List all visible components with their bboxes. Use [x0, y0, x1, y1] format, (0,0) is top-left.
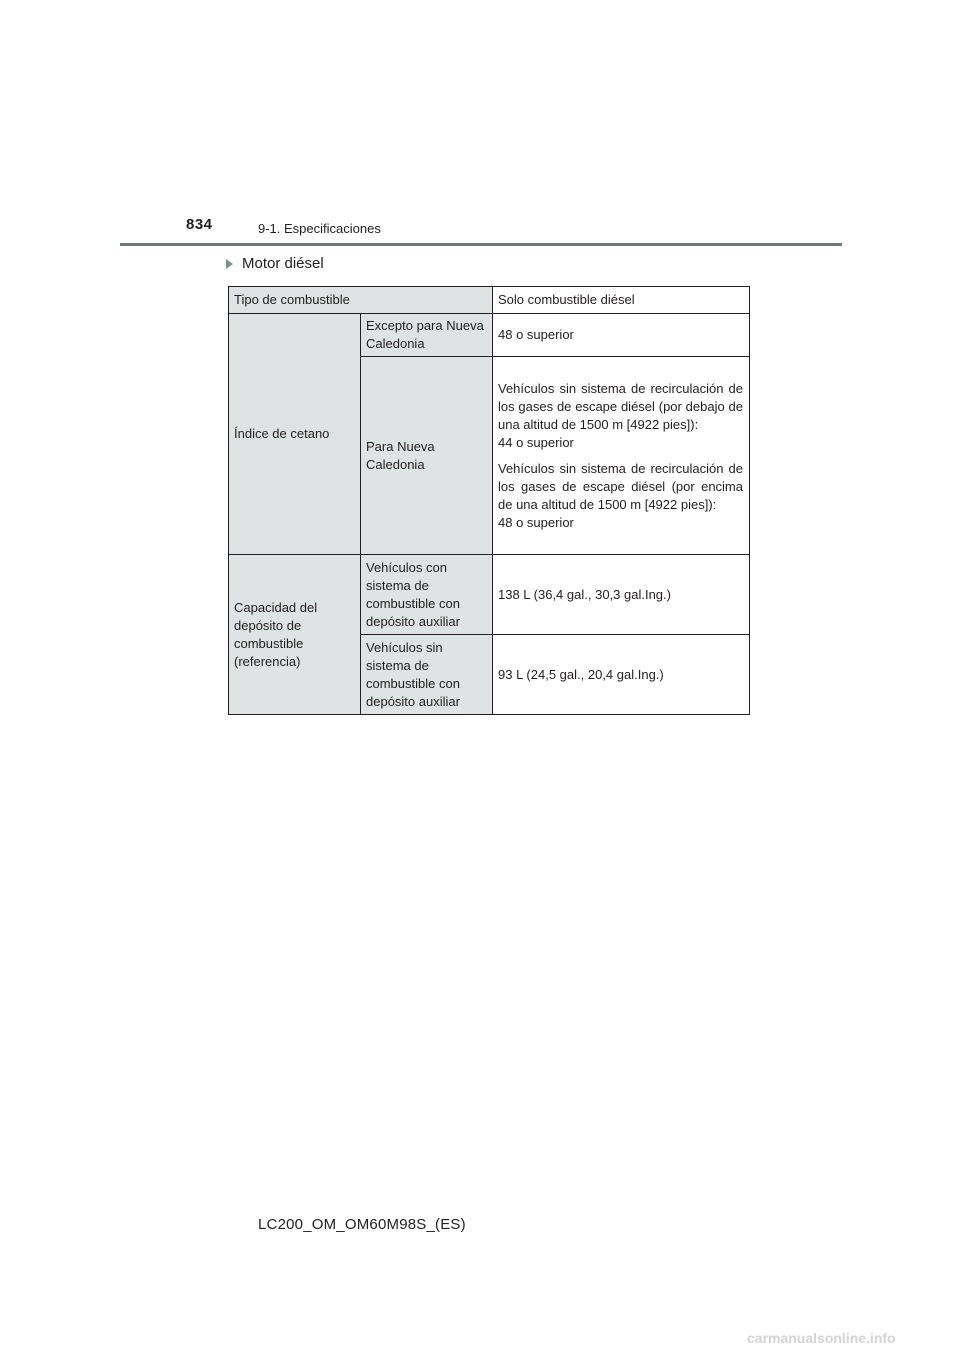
subheading	[226, 255, 324, 272]
subheading-text: Motor diésel	[242, 255, 324, 272]
cetane-except-label: Excepto para Nueva Caledonia	[361, 314, 493, 357]
tank-with-aux-value: 138 L (36,4 gal., 30,3 gal.Ing.)	[493, 555, 750, 635]
cetane-nc-text-1: Vehículos sin sistema de recirculación de los gases de escape diésel (por debajo de una altitud de 1500 m [4922 pies]):	[498, 380, 743, 432]
triangle-bullet-icon	[226, 259, 233, 269]
tank-without-aux-value: 93 L (24,5 gal., 20,4 gal.Ing.)	[493, 635, 750, 715]
table-row	[229, 555, 750, 635]
table-row	[229, 287, 750, 314]
cetane-nc-label: Para Nueva Caledonia	[361, 357, 493, 555]
cetane-except-value: 48 o superior	[493, 314, 750, 357]
cetane-label: Índice de cetano	[229, 314, 361, 555]
page-number: 834	[186, 216, 213, 233]
fuel-type-label: Tipo de combustible	[229, 287, 493, 314]
cetane-nc-result-2: 48 o superior	[498, 514, 574, 530]
watermark: carmanualsonline.info	[747, 1330, 896, 1346]
document-code: LC200_OM_OM60M98S_(ES)	[258, 1216, 466, 1233]
cetane-nc-value	[493, 357, 750, 555]
tank-with-aux-label: Vehículos con sistema de combustible con depósito auxiliar	[361, 555, 493, 635]
header-divider	[120, 243, 842, 246]
tank-capacity-label: Capacidad del depósito de combustible (referencia)	[229, 555, 361, 715]
spec-table	[228, 286, 750, 715]
section-title: 9-1. Especificaciones	[258, 221, 381, 236]
fuel-type-value: Solo combustible diésel	[493, 287, 750, 314]
cetane-nc-text-2: Vehículos sin sistema de recirculación de los gases de escape diésel (por encima de una altitud de 1500 m [4922 pies]):	[498, 460, 743, 512]
tank-without-aux-label: Vehículos sin sistema de combustible con depósito auxiliar	[361, 635, 493, 715]
table-row	[229, 314, 750, 357]
cetane-nc-result-1: 44 o superior	[498, 434, 574, 450]
